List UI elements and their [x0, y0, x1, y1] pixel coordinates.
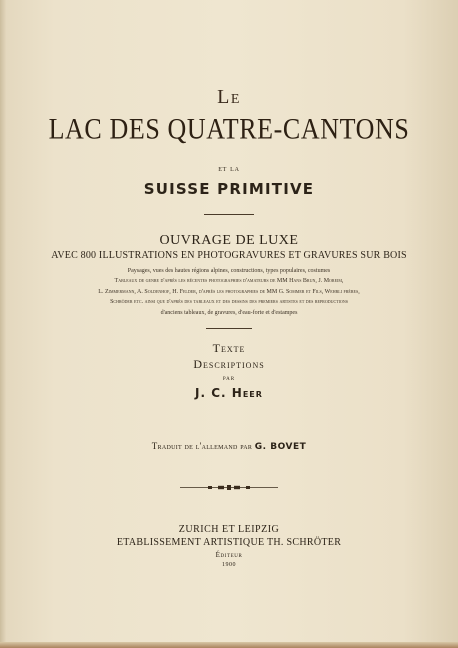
divider-rule [206, 328, 252, 329]
main-title: LAC DES QUATRE-CANTONS [48, 112, 410, 146]
publication-year: 1900 [222, 562, 236, 568]
detail-line: Tableaux de genre d'après les récentes photographies d'amateurs de MM Hans Brun, J. Moreim, [114, 278, 344, 284]
illustrations-line: AVEC 800 ILLUSTRATIONS EN PHOTOGRAVURES ET GRAVURES SUR BOIS [51, 250, 407, 261]
edition-heading: OUVRAGE DE LUXE [159, 233, 299, 248]
publisher-name: ETABLISSEMENT ARTISTIQUE TH. SCHRÖTER [116, 537, 342, 548]
texte-label: Texte [212, 341, 246, 355]
title-subtitle: SUISSE PRIMITIVE [143, 180, 315, 198]
author-name: J. C. Heer [195, 386, 263, 400]
translation-credit [0, 441, 458, 452]
title-article: Le [217, 86, 241, 108]
translator-name: G. BOVET [254, 442, 307, 452]
par-label: par [222, 374, 236, 382]
title-connector: et la [218, 163, 240, 173]
translation-label: Traduit de l'allemand par [151, 441, 253, 451]
publisher-role: Éditeur [215, 551, 243, 559]
descriptions-label: Descriptions [193, 357, 265, 371]
divider-rule [204, 214, 254, 215]
detail-line: L. Zimmermann, A. Soldenhof, H. Felder, d'après les photographies de MM G. Sommer et Fils, Wehrli frères, [98, 289, 360, 295]
detail-line: Paysages, vues des hautes régions alpines, constructions, types populaires, costumes [127, 268, 331, 274]
page-bottom-edge [0, 642, 458, 648]
publisher-cities: ZURICH ET LEIPZIG [178, 524, 280, 535]
detail-line: Schröder etc. ainsi que d'après des tableaux et des dessins des premiers artistes et des reproductions [110, 299, 348, 305]
ornament-icon [180, 485, 278, 490]
detail-line: d'anciens tableaux, de gravures, d'eau-forte et d'estampes [160, 310, 298, 316]
